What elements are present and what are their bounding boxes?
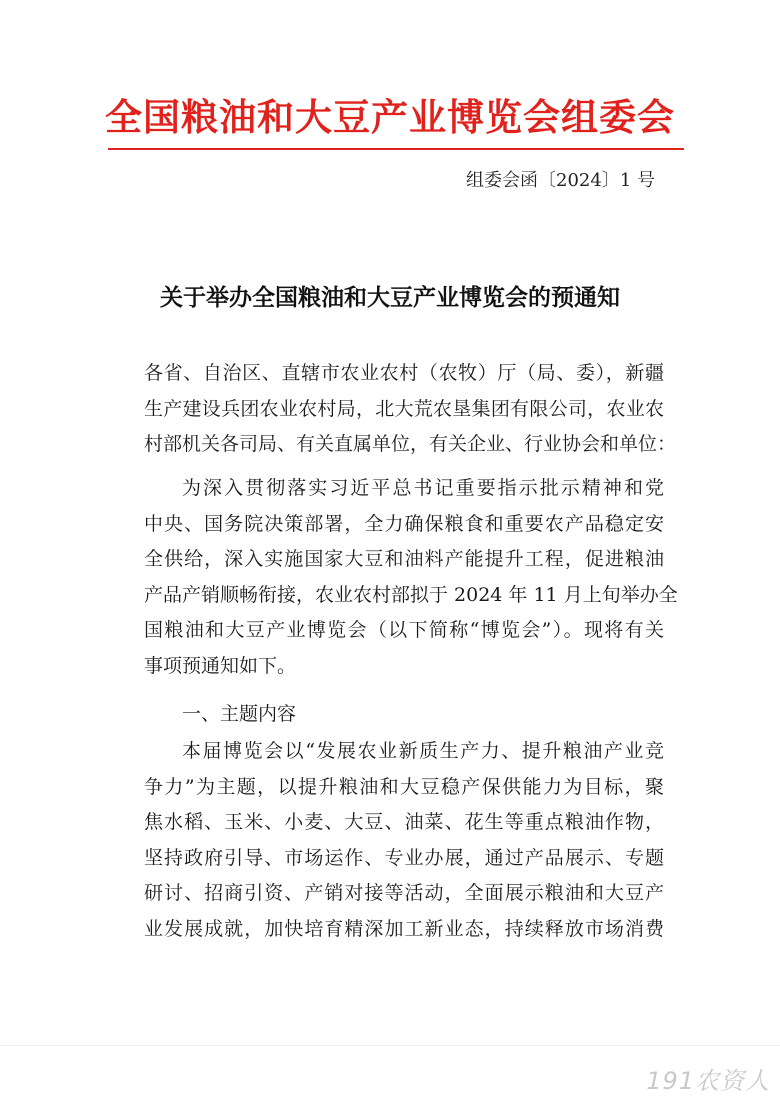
issuer-header: 全国粮油和大豆产业博览会组委会 xyxy=(105,95,675,139)
paragraph-intro xyxy=(144,471,678,684)
site-watermark: 191农资人 xyxy=(646,1067,770,1095)
text-line: 坚持政府引导、市场运作、专业办展，通过产品展示、专题 xyxy=(144,846,664,869)
text-line: 生产建设兵团农业农村局，北大荒农垦集团有限公司，农业农 xyxy=(144,397,664,420)
text-line: 事项预通知如下。 xyxy=(144,654,297,677)
text-line: 业发展成就，加快培育精深加工新业态，持续释放市场消费 xyxy=(144,917,664,940)
header-red-rule xyxy=(108,148,684,150)
document-number: 组委会函〔2024〕1 号 xyxy=(466,170,655,191)
document-title: 关于举办全国粮油和大豆产业博览会的预通知 xyxy=(160,284,620,311)
text-line: 村部机关各司局、有关直属单位，有关企业、行业协会和单位： xyxy=(144,433,677,455)
section-heading-theme xyxy=(144,697,664,733)
text-line: 产品产销顺畅衔接，农业农村部拟于 2024 年 11 月上旬举办全 xyxy=(144,583,678,606)
section-heading: 一、主题内容 xyxy=(182,703,297,725)
scan-edge xyxy=(0,1045,780,1046)
text-line: 研讨、招商引资、产销对接等活动，全面展示粮油和大豆产 xyxy=(144,882,664,904)
paragraph-theme xyxy=(144,734,664,947)
text-line: 焦水稻、玉米、小麦、大豆、油菜、花生等重点粮油作物， xyxy=(144,811,664,833)
text-line: 中央、国务院决策部署，全力确保粮食和重要农产品稳定安 xyxy=(144,512,664,535)
text-line: 国粮油和大豆产业博览会（以下简称“博览会”）。现将有关 xyxy=(144,619,664,641)
text-line: 为深入贯彻落实习近平总书记重要指示批示精神和党 xyxy=(182,477,664,499)
text-line: 各省、自治区、直辖市农业农村（农牧）厅（局、委），新疆 xyxy=(144,362,664,384)
text-line: 全供给，深入实施国家大豆和油料产能提升工程，促进粮油 xyxy=(144,548,664,570)
salutation-block xyxy=(144,356,677,463)
text-line: 争力”为主题，以提升粮油和大豆稳产保供能力为目标，聚 xyxy=(144,775,664,798)
text-line: 本届博览会以“发展农业新质生产力、提升粮油产业竞 xyxy=(182,740,664,762)
